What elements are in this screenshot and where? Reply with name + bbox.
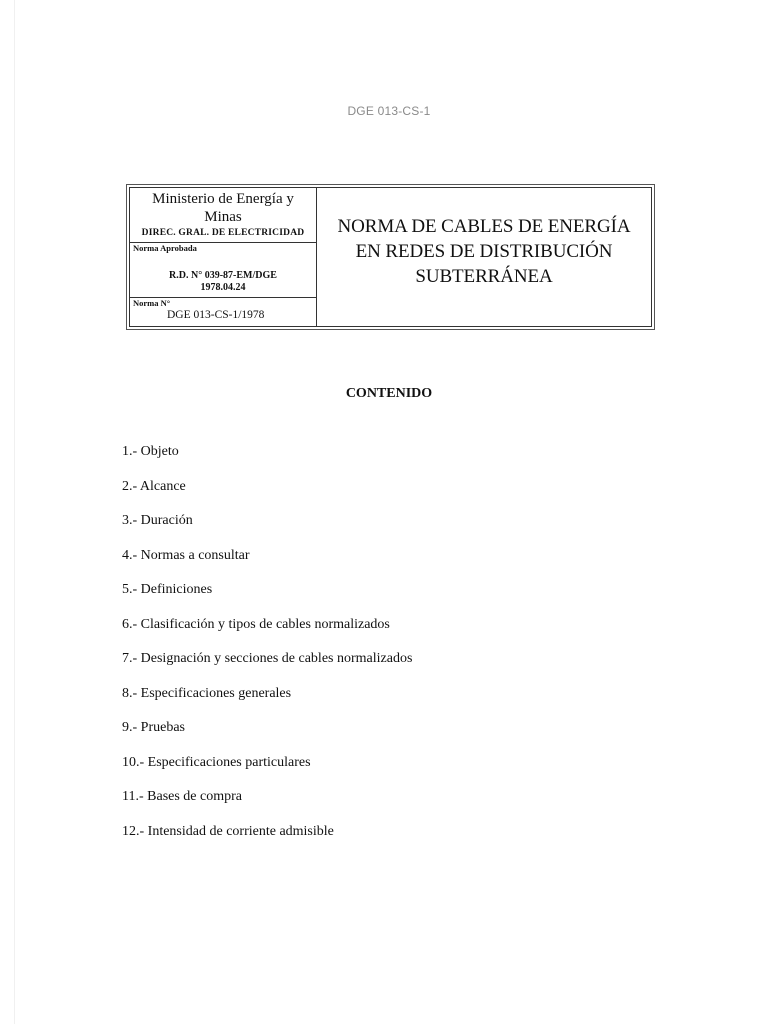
toc-item: 5.- Definiciones xyxy=(122,582,213,597)
approved-rd: R.D. N° 039-87-EM/DGE xyxy=(169,270,277,281)
approved-date: 1978.04.24 xyxy=(200,282,246,293)
approved-value xyxy=(130,270,316,294)
ministry-name-line2: Minas xyxy=(204,209,242,225)
norm-title-line1: NORMA DE CABLES DE ENERGÍA xyxy=(337,216,631,237)
ministry-name-line1: Ministerio de Energía y xyxy=(152,191,294,207)
approved-label: Norma Aprobada xyxy=(133,243,197,253)
norm-title-cell xyxy=(317,188,651,326)
document-code-header: DGE 013-CS-1 xyxy=(347,104,431,118)
contents-heading: CONTENIDO xyxy=(345,386,433,401)
toc-item: 8.- Especificaciones generales xyxy=(122,685,292,701)
toc-item: 12.- Intensidad de corriente admisible xyxy=(122,823,334,839)
norm-title-line3: SUBTERRÁNEA xyxy=(415,266,553,287)
toc-item: 2.- Alcance xyxy=(122,478,186,494)
ministry-cell xyxy=(130,188,316,243)
toc-item: 9.- Pruebas xyxy=(122,720,185,735)
norm-title xyxy=(338,214,631,289)
toc-item: 10.- Especificaciones particulares xyxy=(122,754,311,770)
toc-item: 4.- Normas a consultar xyxy=(122,547,250,563)
norm-info-table-inner xyxy=(129,187,652,327)
norm-number-cell xyxy=(130,298,316,326)
toc-item: 1.- Objeto xyxy=(122,444,179,459)
norm-number-value: DGE 013-CS-1/1978 xyxy=(167,309,265,321)
approved-cell xyxy=(130,243,316,298)
toc-item: 3.- Duración xyxy=(122,513,193,528)
norm-number-label: Norma N° xyxy=(133,298,171,308)
toc-item: 11.- Bases de compra xyxy=(122,789,242,804)
norm-info-table xyxy=(126,184,655,330)
toc-item: 7.- Designación y secciones de cables normalizados xyxy=(122,651,413,666)
norm-info-left-column xyxy=(130,188,317,326)
toc-item: 6.- Clasificación y tipos de cables normalizados xyxy=(122,616,390,632)
page-edge xyxy=(14,0,15,1024)
direction-name: DIREC. GRAL. DE ELECTRICIDAD xyxy=(141,228,305,238)
norm-title-line2: EN REDES DE DISTRIBUCIÓN xyxy=(355,241,613,262)
table-of-contents xyxy=(122,443,412,857)
